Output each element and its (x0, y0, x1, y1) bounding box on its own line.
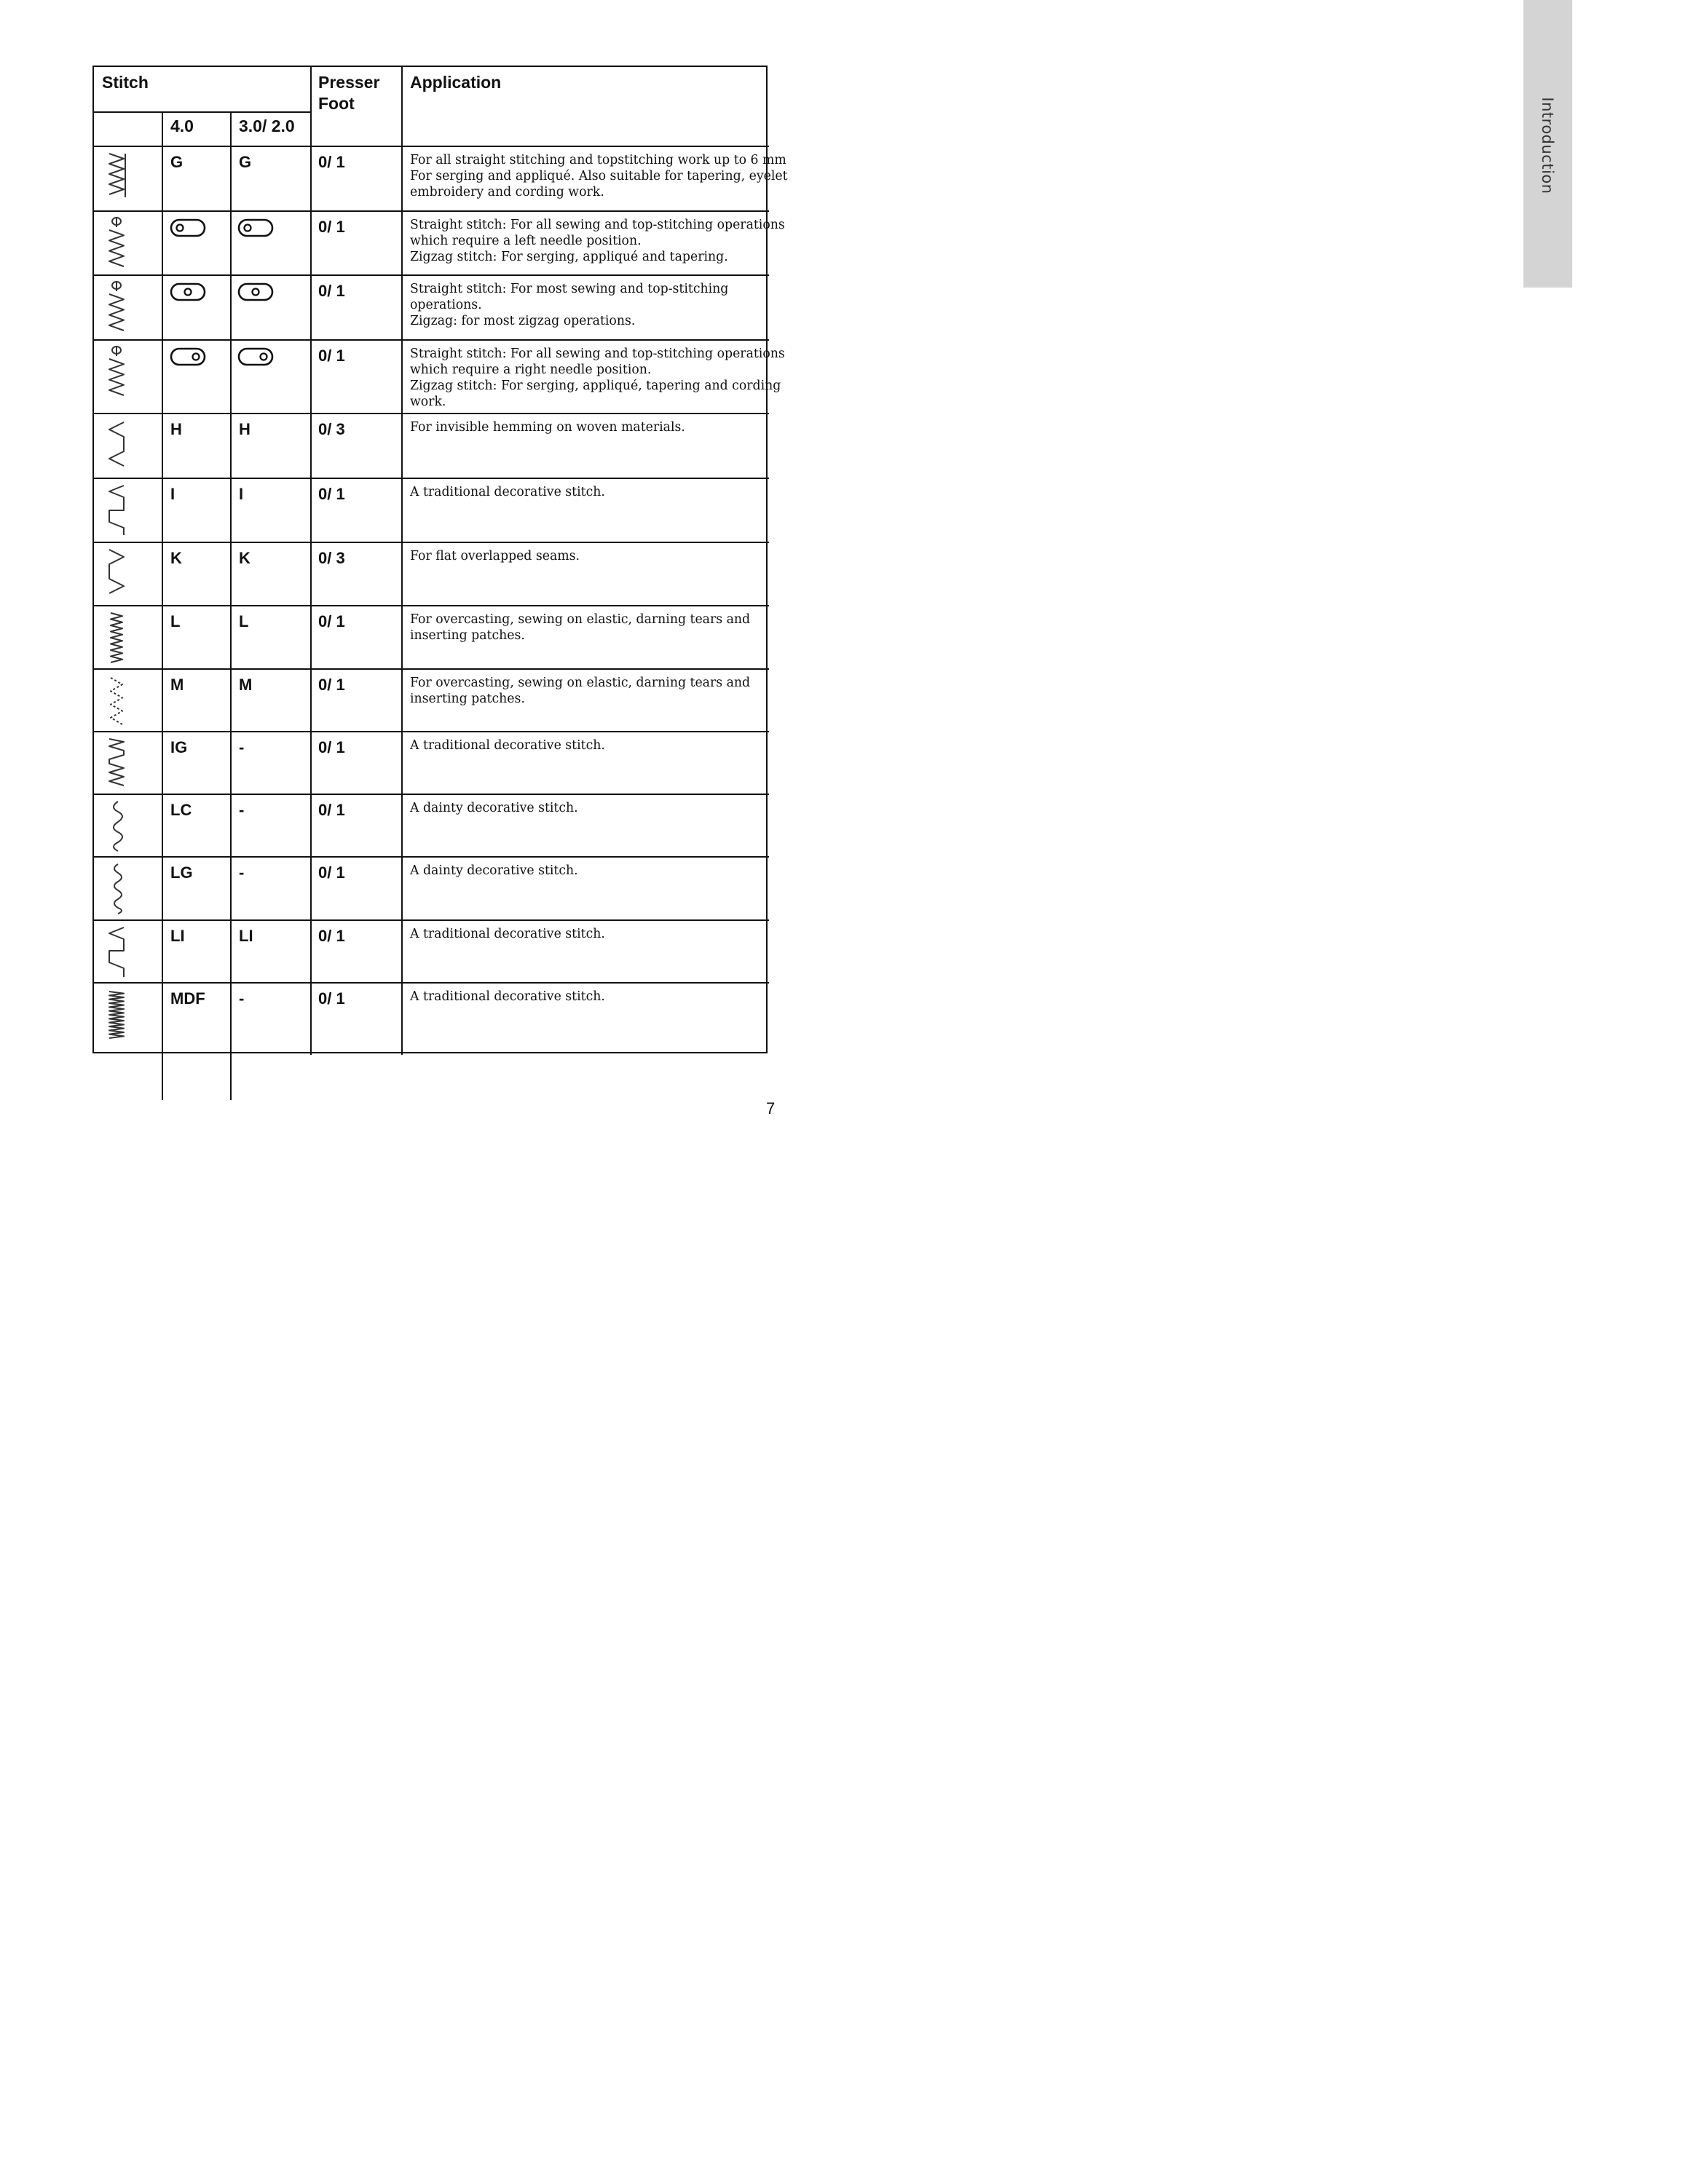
cell-40: IG (170, 738, 188, 756)
cell-application (410, 675, 763, 707)
cell-presser-foot: 0/ 1 (318, 989, 345, 1008)
needle-position-left-icon (237, 218, 274, 241)
cell-3020: H (239, 420, 251, 438)
needle-position-right-icon (170, 347, 206, 370)
multi-zigzag-stitch-icon (103, 612, 130, 664)
cell-presser-foot: 0/ 3 (318, 420, 345, 438)
application-line: inserting patches. (410, 692, 525, 706)
row-divider (94, 668, 769, 670)
application-line: A traditional decorative stitch. (410, 989, 605, 1004)
cell-application (410, 863, 763, 879)
needle-position-center-icon (170, 282, 206, 305)
header-application: Application (410, 73, 502, 92)
application-line: For all straight stitching and topstitching work up to 6 mm (410, 153, 786, 167)
row-divider (94, 146, 769, 147)
row-divider (94, 605, 769, 606)
cell-presser-foot: 0/ 1 (318, 927, 345, 945)
cell-40: H (170, 420, 182, 438)
row-divider (94, 210, 769, 212)
row-divider (94, 478, 769, 479)
cell-40: LI (170, 927, 185, 945)
application-line: embroidery and cording work. (410, 185, 604, 199)
square-hem-stitch-icon (103, 926, 130, 978)
cell-40: I (170, 485, 175, 503)
application-line: For invisible hemming on woven materials. (410, 420, 685, 435)
cell-application (410, 926, 763, 942)
stitch-table (92, 66, 788, 1053)
cell-3020: - (239, 801, 245, 819)
scallop-stitch-icon (103, 800, 130, 852)
cell-40: MDF (170, 989, 205, 1008)
cell-presser-foot: 0/ 1 (318, 282, 345, 300)
cell-3020: M (239, 676, 253, 694)
cell-3020: G (239, 153, 252, 171)
cell-presser-foot: 0/ 1 (318, 153, 345, 171)
application-line: which require a right needle position. (410, 363, 652, 377)
header-rule (94, 111, 311, 113)
cell-presser-foot: 0/ 1 (318, 612, 345, 630)
needle-position-center-icon (237, 282, 274, 305)
cell-application (410, 152, 788, 200)
page-number: 7 (766, 1099, 776, 1117)
application-line: A traditional decorative stitch. (410, 927, 605, 941)
row-divider (94, 274, 769, 276)
application-line: Zigzag: for most zigzag operations. (410, 314, 636, 328)
application-line: Zigzag stitch: For serging, appliqué, tapering and cording (410, 379, 781, 393)
cell-application (410, 612, 763, 644)
satin-decorative-stitch-icon (103, 989, 130, 1041)
center-needle-zigzag-icon (103, 281, 130, 333)
cell-application (410, 737, 763, 753)
cell-presser-foot: 0/ 1 (318, 347, 345, 365)
cell-40: LC (170, 801, 192, 819)
cell-application (410, 346, 785, 410)
cell-application (410, 989, 763, 1005)
application-line: Straight stitch: For all sewing and top-stitching operations (410, 347, 785, 361)
cell-3020: - (239, 863, 245, 882)
cell-40: K (170, 549, 182, 567)
cell-3020: L (239, 612, 249, 630)
right-needle-zigzag-icon (103, 346, 130, 398)
row-divider (94, 856, 769, 858)
application-line: work. (410, 395, 446, 409)
application-line: Straight stitch: For all sewing and top-stitching operations (410, 218, 785, 232)
row-divider (94, 982, 769, 984)
header-col-40: 4.0 (170, 116, 194, 135)
cell-presser-foot: 0/ 3 (318, 549, 345, 567)
needle-position-left-icon (170, 218, 206, 241)
application-line: inserting patches. (410, 628, 525, 643)
cell-3020: K (239, 549, 251, 567)
cell-3020: - (239, 989, 245, 1008)
left-needle-zigzag-icon (103, 217, 130, 269)
row-divider (94, 731, 769, 732)
cell-presser-foot: 0/ 1 (318, 218, 345, 236)
cell-40: LG (170, 863, 193, 882)
application-line: For serging and appliqué. Also suitable for tapering, eyelet (410, 169, 788, 183)
cell-presser-foot: 0/ 1 (318, 485, 345, 503)
column-divider (310, 66, 312, 1055)
application-line: A dainty decorative stitch. (410, 801, 578, 815)
header-col-3020: 3.0/ 2.0 (239, 116, 295, 135)
header-presser-foot-line1: Presser (318, 73, 380, 92)
cell-3020: I (239, 485, 244, 503)
small-scallop-stitch-icon (103, 863, 130, 915)
application-line: For overcasting, sewing on elastic, darning tears and (410, 612, 751, 627)
application-line: A traditional decorative stitch. (410, 485, 605, 499)
cell-40: L (170, 612, 181, 630)
header-presser-foot-line2: Foot (318, 94, 355, 113)
cell-application (410, 281, 763, 329)
row-divider (94, 542, 769, 543)
cell-presser-foot: 0/ 1 (318, 863, 345, 882)
application-line: A dainty decorative stitch. (410, 863, 578, 878)
cell-presser-foot: 0/ 1 (318, 801, 345, 819)
cell-presser-foot: 0/ 1 (318, 676, 345, 694)
cell-application (410, 548, 763, 564)
cell-application (410, 484, 763, 500)
cell-application (410, 419, 763, 435)
application-line: For overcasting, sewing on elastic, darning tears and (410, 676, 751, 690)
application-line: Straight stitch: For most sewing and top-stitching (410, 282, 729, 296)
zigzag-stitch-icon (103, 152, 130, 205)
dotted-zigzag-stitch-icon (103, 675, 130, 727)
needle-position-right-icon (237, 347, 274, 370)
cell-40: G (170, 153, 184, 171)
blind-hem-stitch-icon (103, 419, 130, 472)
cell-40: M (170, 676, 184, 694)
row-divider (94, 339, 769, 341)
column-divider (401, 66, 403, 1055)
block-zigzag-stitch-icon (103, 737, 130, 790)
square-wave-stitch-icon (103, 484, 130, 537)
row-divider (94, 413, 769, 414)
application-line: operations. (410, 298, 482, 312)
row-divider (94, 794, 769, 795)
cell-application (410, 217, 785, 265)
application-line: A traditional decorative stitch. (410, 738, 605, 753)
cell-3020: - (239, 738, 245, 756)
cell-3020: LI (239, 927, 253, 945)
side-tab-label: Introduction (1539, 97, 1556, 194)
application-line: For flat overlapped seams. (410, 549, 580, 563)
application-line: Zigzag stitch: For serging, appliqué and tapering. (410, 250, 728, 264)
overlap-seam-stitch-icon (103, 548, 130, 601)
cell-application (410, 800, 763, 816)
cell-presser-foot: 0/ 1 (318, 738, 345, 756)
application-line: which require a left needle position. (410, 234, 642, 248)
row-divider (94, 919, 769, 921)
header-stitch: Stitch (102, 73, 149, 92)
